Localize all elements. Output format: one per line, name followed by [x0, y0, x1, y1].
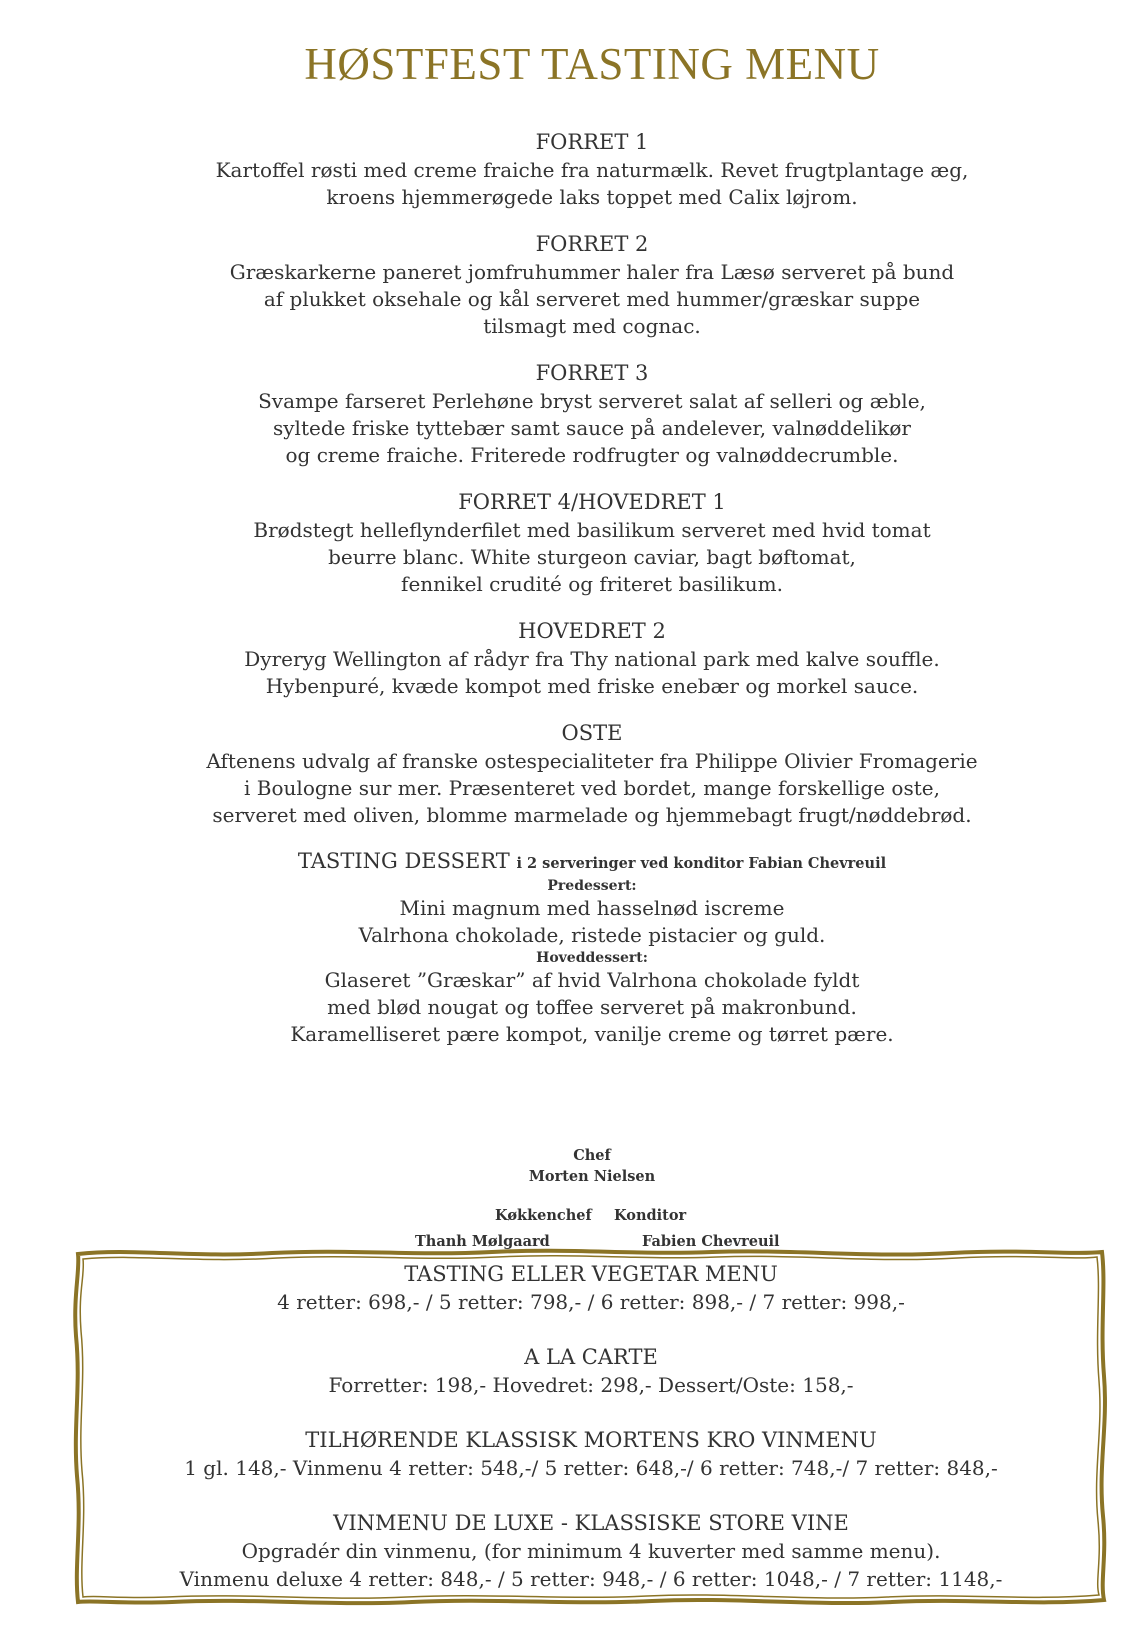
price-line: Vinmenu deluxe 4 retter: 848,- / 5 retter: 948,- / 6 retter: 1048,- / 7 retter: 1148,- [179, 1567, 1003, 1591]
price-line: 4 retter: 698,- / 5 retter: 798,- / 6 retter: 898,- / 7 retter: 998,- [277, 1290, 905, 1314]
course-forret-1 [0, 128, 1125, 211]
dessert-subtitle: i 2 serveringer ved konditor Fabian Chevreuil [516, 855, 887, 872]
price-line: Forretter: 198,- Hovedret: 298,- Dessert/Oste: 158,- [328, 1373, 854, 1397]
price-title: A LA CARTE [524, 1345, 658, 1369]
course-description-line: fennikel crudité og friteret basilikum. [401, 572, 783, 596]
course-oste [0, 719, 1125, 829]
course-title: FORRET 3 [535, 361, 649, 385]
dessert-description-line: Valrhona chokolade, ristede pistacier og guld. [358, 923, 826, 947]
course-description-line: syltede friske tyttebær samt sauce på andelever, valnøddelikør [272, 416, 911, 440]
course-title: OSTE [561, 721, 623, 745]
dessert-description-line: Karamelliseret pære kompot, vanilje creme og tørret pære. [290, 1022, 894, 1046]
price-line: 1 gl. 148,- Vinmenu 4 retter: 548,-/ 5 retter: 648,-/ 6 retter: 748,-/ 7 retter: 848,- [184, 1456, 998, 1480]
price-line: Opgradér din vinmenu, (for minimum 4 kuverter med samme menu). [241, 1539, 941, 1563]
main-dessert-label: Hoveddessert: [536, 950, 648, 966]
chef-credit [0, 1145, 1125, 1187]
course-title: HOVEDRET 2 [518, 619, 666, 643]
course-dessert [0, 848, 1125, 1048]
course-title: FORRET 4/HOVEDRET 1 [458, 490, 726, 514]
course-title: FORRET 1 [535, 130, 649, 154]
chef-name: Morten Nielsen [528, 1168, 656, 1185]
price-section-a-la-carte [72, 1343, 1110, 1399]
course-description-line: Græskarkerne paneret jomfruhummer haler fra Læsø serveret på bund [229, 260, 955, 284]
price-title: VINMENU DE LUXE - KLASSISKE STORE VINE [333, 1511, 849, 1535]
course-forret-2 [0, 230, 1125, 340]
course-forret-4-hovedret-1 [0, 488, 1125, 598]
course-description-line: Brødstegt helleflynderfilet med basilikum serveret med hvid tomat [253, 518, 931, 542]
course-title: FORRET 2 [535, 232, 649, 256]
kitchen-chef-name: Thanh Mølgaard [415, 1233, 550, 1250]
pastry-chef-label: Konditor [614, 1207, 687, 1224]
course-description-line: tilsmagt med cognac. [483, 314, 701, 338]
dessert-heading [0, 848, 1125, 877]
course-forret-3 [0, 359, 1125, 469]
dessert-title: TASTING DESSERT [297, 849, 510, 873]
course-description-line: af plukket oksehale og kål serveret med hummer/græskar suppe [263, 287, 921, 311]
course-description-line: Dyreryg Wellington af rådyr fra Thy national park med kalve souffle. [244, 647, 940, 671]
price-section-wine-deluxe [72, 1509, 1110, 1593]
menu-courses [0, 128, 1125, 1067]
predessert-label: Predessert: [547, 878, 637, 894]
price-title: TASTING ELLER VEGETAR MENU [404, 1262, 778, 1286]
price-list [72, 1260, 1110, 1620]
course-description-line: Svampe farseret Perlehøne bryst serveret salat af selleri og æble, [258, 389, 926, 413]
course-description-line: Kartoffel røsti med creme fraiche fra naturmælk. Revet frugtplantage æg, [215, 158, 969, 182]
dessert-description-line: med blød nougat og toffee serveret på makronbund. [327, 995, 857, 1019]
course-description-line: kroens hjemmerøgede laks toppet med Calix løjrom. [326, 185, 858, 209]
price-section-wine-menu [72, 1426, 1110, 1482]
course-description-line: Hybenpuré, kvæde kompot med friske enebær og morkel sauce. [265, 674, 919, 698]
course-hovedret-2 [0, 617, 1125, 700]
price-box [72, 1246, 1110, 1608]
kitchen-chef-label: Køkkenchef [495, 1207, 592, 1224]
dessert-description-line: Glaseret ”Græskar” af hvid Valrhona chokolade fyldt [324, 968, 860, 992]
price-title: TILHØRENDE KLASSISK MORTENS KRO VINMENU [305, 1428, 877, 1452]
course-description-line: Aftenens udvalg af franske ostespecialiteter fra Philippe Olivier Fromagerie [206, 749, 978, 773]
price-section-tasting [72, 1260, 1110, 1316]
course-description-line: i Boulogne sur mer. Præsenteret ved bordet, mange forskellige oste, [244, 776, 940, 800]
course-description-line: og creme fraiche. Friterede rodfrugter og valnøddecrumble. [285, 443, 899, 467]
pastry-chef-name: Fabien Chevreuil [642, 1233, 780, 1250]
course-description-line: serveret med oliven, blomme marmelade og hjemmebagt frugt/nøddebrød. [212, 803, 972, 827]
dessert-description-line: Mini magnum med hasselnød iscreme [399, 896, 785, 920]
course-description-line: beurre blanc. White sturgeon caviar, bagt bøftomat, [328, 545, 856, 569]
page-title: HØSTFEST TASTING MENU [304, 39, 880, 89]
chef-label: Chef [573, 1147, 611, 1164]
